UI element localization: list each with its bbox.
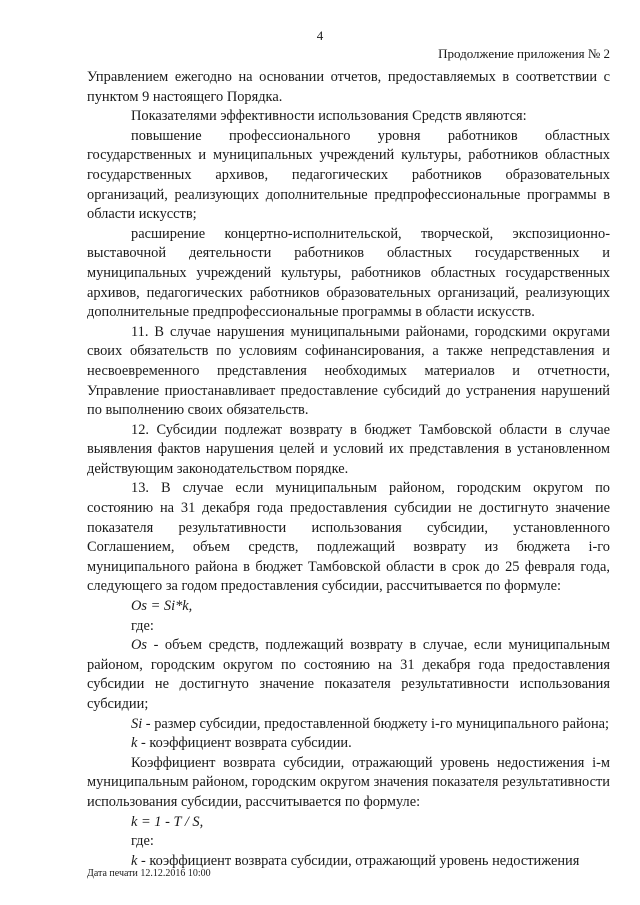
paragraph-indicator-2: расширение концертно-исполнительской, творческой, экспозиционно-выставочной деятельности работников областных государственных и муниципальных учреждений культуры, работников областных государственных архивов, педагогических работников образовательных организаций, реализующих дополнительные предпрофессиональные программы в области искусств. [87,225,610,321]
definition-si [87,715,610,735]
paragraph-coefficient: Коэффициент возврата субсидии, отражающий уровень недостижения i-м муниципальным районом, городским округом значения показателя результативности использования субсидии, рассчитывается по формуле: [87,754,610,810]
paragraph-continuation: Управлением ежегодно на основании отчетов, предоставляемых в соответствии с пунктом 9 настоящего Порядка. [87,69,610,105]
formula-os: Os = Si*k, [131,598,193,615]
symbol-k2: k [131,852,138,869]
definition-os [87,636,610,714]
symbol-os: Os [131,637,147,654]
definition-k [87,734,610,754]
formula-k: k = 1 - T / S, [131,813,204,830]
print-date: Дата печати 12.12.2016 10:00 [87,868,211,879]
document-body [87,68,610,871]
symbol-k: k [131,735,138,752]
paragraph-indicator-1: повышение профессионального уровня работников областных государственных и муниципальных учреждений культуры, работников областных государственных архивов, педагогических работников образовательных организаций, реализующих дополнительные предпрофессиональные программы в области искусств; [87,127,610,223]
appendix-caption: Продолжение приложения № 2 [438,46,610,61]
definition-k-text: - коэффициент возврата субсидии. [137,735,352,752]
paragraph-11: 11. В случае нарушения муниципальными районами, городскими округами своих обязательств по условиям софинансирования, а также непредставления и несвоевременного представления необходимых материалов и отчетности, Управление приостанавливает предоставление субсидий до устранения нарушений по выполнению своих обязательств. [87,323,610,419]
definition-os-text: - объем средств, подлежащий возврату в случае, если муниципальным районом, городским округом по состоянию на 31 декабря года предоставления субсидии не достигнуто значение показателя результативности использования субсидии; [87,637,610,712]
symbol-si: Si [131,715,143,732]
paragraph-13: 13. В случае если муниципальным районом, городским округом по состоянию на 31 декабря года предоставления субсидии не достигнуто значение показателя результативности использования субсидии, установленного Соглашением, объем средств, подлежащий возврату из бюджета i-го муниципального района в бюджет Тамбовской области в срок до 25 февраля года, следующего за годом предоставления субсидии, рассчитывается по формуле: [87,480,610,595]
paragraph-indicators-intro: Показателями эффективности использования Средств являются: [131,108,527,125]
page-number: 4 [316,28,324,43]
where-label-2: где: [131,833,154,850]
where-label: где: [131,617,154,634]
definition-k2-text: - коэффициент возврата субсидии, отражающий уровень недостижения [137,852,580,869]
paragraph-12: 12. Субсидии подлежат возврату в бюджет Тамбовской области в случае выявления фактов нарушения целей и условий их представления в установленном действующим законодательством порядке. [87,421,610,477]
definition-si-text: - размер субсидии, предоставленной бюджету i-го муниципального района; [142,715,610,732]
